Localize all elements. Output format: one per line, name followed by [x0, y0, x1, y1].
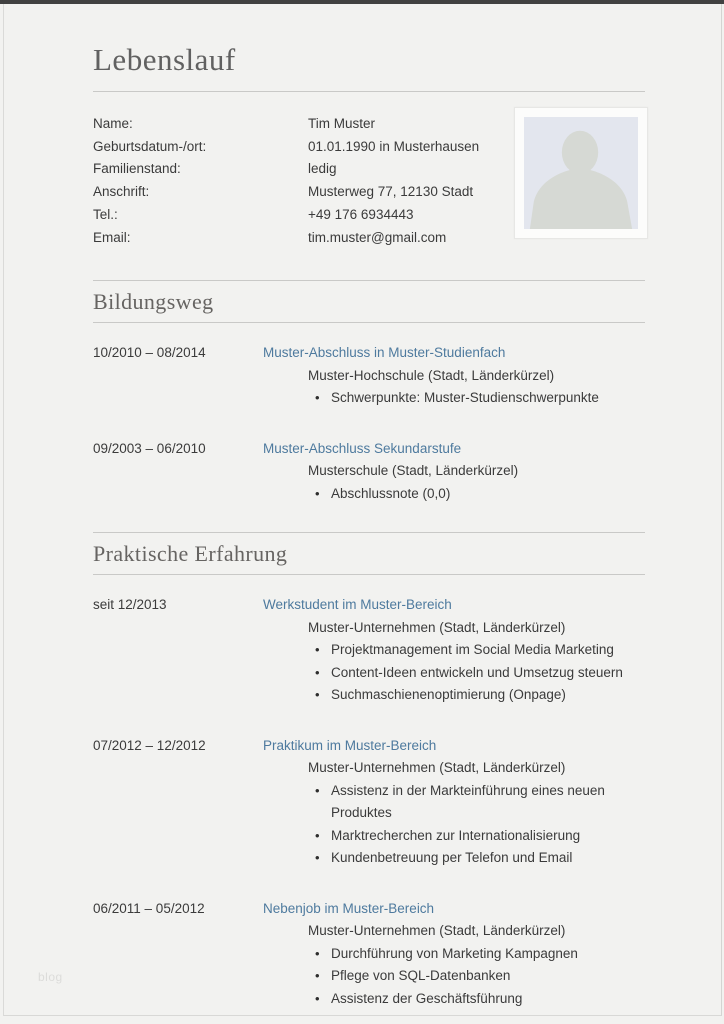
field-value: Musterweg 77, 12130 Stadt [308, 184, 474, 200]
section-heading-rule [93, 280, 645, 323]
entry-bullet: • Marktrecherchen zur Internationalisierung [315, 825, 645, 848]
entry-bullet: • Assistenz in der Markteinführung eines neuen Produktes [315, 780, 645, 825]
entry-organization: Muster-Unternehmen (Stadt, Länderkürzel) [308, 619, 566, 635]
page-title: Lebenslauf [93, 42, 645, 92]
entry-title-link: Muster-Abschluss in Muster-Studienfach [263, 345, 506, 360]
experience-entry [93, 735, 645, 870]
experience-entry [93, 898, 645, 1011]
entry-bullet-list [315, 483, 645, 506]
section-bildungsweg [93, 280, 645, 505]
entry-bullet: • Projektmanagement im Social Media Marketing [315, 639, 645, 662]
field-label: Familienstand: [93, 161, 181, 177]
entry-body [263, 735, 645, 870]
entry-bullet-list [315, 780, 645, 870]
entry-date: 07/2012 – 12/2012 [93, 737, 206, 753]
entry-organization: Muster-Hochschule (Stadt, Länderkürzel) [308, 367, 555, 383]
entry-body [263, 438, 645, 506]
entry-organization: Muster-Unternehmen (Stadt, Länderkürzel) [308, 760, 566, 775]
section-praktische-erfahrung [93, 532, 645, 1010]
entry-title-link: Praktikum im Muster-Bereich [263, 737, 437, 753]
entry-bullet-list [315, 943, 645, 1011]
field-label: Email: [93, 229, 131, 245]
entry-date: 06/2011 – 05/2012 [93, 900, 205, 916]
education-entry [93, 438, 645, 506]
section-heading-rule [93, 532, 645, 575]
entry-bullet: • Schwerpunkte: Muster-Studienschwerpunkte [315, 387, 645, 410]
entry-title-link: Nebenjob im Muster-Bereich [263, 900, 435, 916]
field-value: ledig [308, 161, 337, 177]
entry-bullet: • Kundenbetreuung per Telefon und Email [315, 847, 645, 870]
entry-bullet: • Durchführung von Marketing Kampagnen [315, 943, 645, 966]
personal-info-section [93, 113, 645, 253]
experience-entry [93, 594, 645, 707]
entry-organization: Muster-Unternehmen (Stadt, Länderkürzel) [308, 923, 566, 938]
profile-photo-placeholder [514, 107, 648, 239]
field-label: Anschrift: [93, 184, 150, 200]
education-entry [93, 342, 645, 410]
field-value: Tim Muster [308, 116, 375, 131]
field-label: Name: [93, 116, 133, 131]
entry-bullet: • Suchmaschienenoptimierung (Onpage) [315, 684, 645, 707]
field-value: 01.01.1990 in Musterhausen [308, 138, 480, 154]
field-value: tim.muster@gmail.com [308, 229, 447, 245]
person-silhouette-icon [524, 117, 638, 229]
field-value: +49 176 6934443 [308, 206, 414, 222]
entry-title-link: Muster-Abschluss Sekundarstufe [263, 440, 462, 456]
entry-bullet: • Assistenz der Geschäftsführung [315, 988, 645, 1011]
entry-body [263, 594, 645, 707]
watermark-text: blog [38, 970, 63, 984]
entry-bullet: • Content-Ideen entwickeln und Umsetzug steuern [315, 662, 645, 685]
field-label: Tel.: [93, 206, 118, 222]
entry-bullet-list [315, 639, 645, 707]
section-heading: Bildungsweg [93, 289, 214, 314]
entry-date: seit 12/2013 [93, 597, 167, 612]
profile-photo-frame [524, 117, 638, 229]
entry-date: 10/2010 – 08/2014 [93, 345, 206, 360]
entry-body [263, 898, 645, 1011]
field-label: Geburtsdatum-/ort: [93, 138, 207, 154]
section-heading: Praktische Erfahrung [93, 541, 288, 566]
entry-date: 09/2003 – 06/2010 [93, 440, 206, 456]
entry-organization: Musterschule (Stadt, Länderkürzel) [308, 463, 519, 478]
entry-bullet: • Pflege von SQL-Datenbanken [315, 965, 645, 988]
entry-body [263, 342, 645, 410]
entry-bullet-list [315, 387, 645, 410]
entry-bullet: • Abschlussnote (0,0) [315, 483, 645, 506]
cv-content [0, 4, 724, 1010]
entry-title-link: Werkstudent im Muster-Bereich [263, 597, 452, 612]
